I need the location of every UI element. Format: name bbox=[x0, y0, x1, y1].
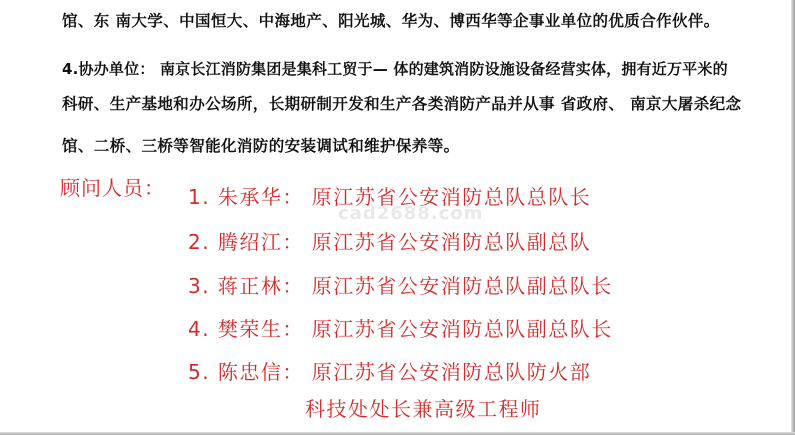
body-text-line-4: 馆、二桥、三桥等智能化消防的安装调试和维护保养等。 bbox=[62, 137, 460, 155]
advisor-title-continuation: 科技处处长兼高级工程师 bbox=[305, 397, 542, 421]
advisor-number: 2. bbox=[188, 230, 211, 254]
advisor-title: 原江苏省公安消防总队副总队长 bbox=[311, 274, 613, 298]
advisor-name: 樊荣生： bbox=[217, 317, 304, 341]
advisor-title: 原江苏省公安消防总队总队长 bbox=[311, 185, 592, 209]
advisor-number: 3. bbox=[188, 274, 211, 298]
advisor-item bbox=[188, 313, 613, 342]
body-text-line-2: 4.协办单位： 南京长江消防集团是集科工贸于— 体的建筑消防设施设备经营实体，拥有近万平米的 bbox=[62, 60, 728, 78]
advisors-heading: 顾问人员： bbox=[60, 176, 165, 200]
advisor-number: 1. bbox=[188, 185, 211, 209]
advisor-title: 原江苏省公安消防总队副总队 bbox=[311, 230, 592, 254]
body-text-line-3: 科研、生产基地和办公场所，长期研制开发和生产各类消防产品并从事 省政府、 南京大屠杀纪念 bbox=[62, 95, 742, 113]
advisor-number: 5. bbox=[188, 360, 211, 384]
advisor-name: 腾绍江： bbox=[217, 230, 304, 254]
advisor-title: 原江苏省公安消防总队防火部 bbox=[311, 360, 592, 384]
advisor-name: 朱承华： bbox=[217, 185, 304, 209]
advisor-item bbox=[188, 270, 613, 299]
advisor-number: 4. bbox=[188, 317, 211, 341]
advisor-item bbox=[188, 356, 591, 385]
advisor-title: 原江苏省公安消防总队副总队长 bbox=[311, 317, 613, 341]
advisor-name: 陈忠信： bbox=[217, 360, 304, 384]
page-edge-shadow-right bbox=[791, 0, 795, 435]
body-text-line-1: 馆、东 南大学、中国恒大、中海地产、阳光城、华为、博西华等企事业单位的优质合作伙伴。 bbox=[62, 12, 720, 30]
advisor-name: 蒋正林： bbox=[217, 274, 304, 298]
advisor-item bbox=[188, 226, 591, 255]
watermark: cad2688.com bbox=[338, 203, 484, 224]
